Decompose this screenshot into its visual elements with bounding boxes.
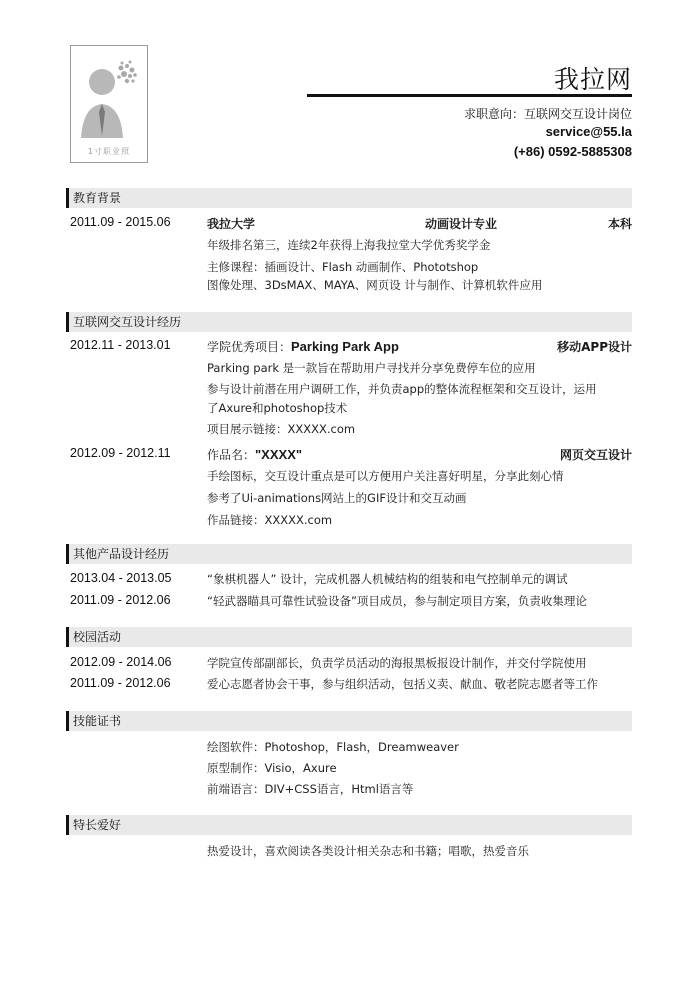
project-name: Parking Park App xyxy=(291,339,399,354)
campus-row xyxy=(70,655,632,673)
project-label: 作品名： xyxy=(207,448,256,462)
project-role: 网页交互设计 xyxy=(559,448,632,462)
project-line: 项目展示链接：XXXXX.com xyxy=(207,422,356,436)
section-ixd-header: 互联网交互设计经历 xyxy=(66,312,632,332)
project-line: 参与设计前潜在用户调研工作，并负责app的整体流程框架和交互设计，运用 xyxy=(207,382,597,396)
skill-line: 绘图软件：Photoshop，Flash，Dreamweaver xyxy=(207,740,459,754)
job-intent: 求职意向：互联网交互设计岗位 xyxy=(463,107,632,121)
section-campus-header: 校园活动 xyxy=(66,627,632,647)
education-school: 我拉大学 xyxy=(207,217,256,231)
project-line: 了Axure和photoshop技术 xyxy=(207,401,348,415)
campus-date: 2011.09 - 2012.06 xyxy=(70,676,171,690)
project-row xyxy=(70,338,632,356)
project-name: "XXXX" xyxy=(255,447,303,462)
section-skills-header: 技能证书 xyxy=(66,711,632,731)
email-text: service@55.la xyxy=(545,124,632,139)
education-date: 2011.09 - 2015.06 xyxy=(70,215,171,229)
other-text: “轻武器瞄具可靠性试验设备”项目成员，参与制定项目方案，负责收集理论 xyxy=(207,594,587,608)
section-other-header: 其他产品设计经历 xyxy=(66,544,632,564)
other-date: 2011.09 - 2012.06 xyxy=(70,593,171,607)
name-divider xyxy=(307,94,632,97)
other-text: “象棋机器人” 设计，完成机器人机械结构的组装和电气控制单元的调试 xyxy=(207,572,568,586)
project-label: 学院优秀项目： xyxy=(207,340,292,354)
other-date: 2013.04 - 2013.05 xyxy=(70,571,172,585)
campus-row xyxy=(70,676,632,694)
project-role: 移动APP设计 xyxy=(557,340,632,354)
avatar-placeholder-icon xyxy=(71,46,147,162)
section-hobbies-header: 特长爱好 xyxy=(66,815,632,835)
profile-photo xyxy=(70,45,148,163)
education-degree: 本科 xyxy=(607,217,632,231)
section-education-header: 教育背景 xyxy=(66,188,632,208)
education-major: 动画设计专业 xyxy=(425,217,498,231)
project-date: 2012.11 - 2013.01 xyxy=(70,338,171,352)
campus-text: 爱心志愿者协会干事，参与组织活动，包括义卖、献血、敬老院志愿者等工作 xyxy=(207,677,598,691)
phone-text: (+86) 0592-5885308 xyxy=(513,144,632,159)
project-row xyxy=(70,446,632,464)
campus-text: 学院宣传部副部长，负责学员活动的海报黑板报设计制作，并交付学院使用 xyxy=(207,656,587,670)
campus-date: 2012.09 - 2014.06 xyxy=(70,655,172,669)
skill-line: 前端语言：DIV+CSS语言，Html语言等 xyxy=(207,782,414,796)
education-line: 主修课程：插画设计、Flash 动画制作、Phototshop xyxy=(207,260,479,274)
project-line: 手绘图标，交互设计重点是可以方便用户关注喜好明星，分享此刻心情 xyxy=(207,469,564,483)
other-row xyxy=(70,593,632,611)
education-line: 年级排名第三，连续2年获得上海我拉堂大学优秀奖学金 xyxy=(207,238,491,252)
photo-label: 1寸职业照 xyxy=(87,147,131,156)
project-date: 2012.09 - 2012.11 xyxy=(70,446,171,460)
skill-line: 原型制作：Visio，Axure xyxy=(207,761,337,775)
project-line: Parking park 是一款旨在帮助用户寻找并分享免费停车位的应用 xyxy=(207,361,536,375)
project-title xyxy=(207,338,399,355)
project-title xyxy=(207,446,302,463)
education-line: 图像处理、3DsMAX、MAYA、网页设 计与制作、计算机软件应用 xyxy=(207,278,543,292)
education-row xyxy=(70,215,632,233)
project-line: 作品链接：XXXXX.com xyxy=(207,513,333,527)
project-line: 参考了Ui-animations网站上的GIF设计和交互动画 xyxy=(207,491,467,505)
candidate-name: 我拉网 xyxy=(553,65,632,94)
hobby-line: 热爱设计，喜欢阅读各类设计相关杂志和书籍；唱歌，热爱音乐 xyxy=(207,844,529,858)
other-row xyxy=(70,571,632,589)
